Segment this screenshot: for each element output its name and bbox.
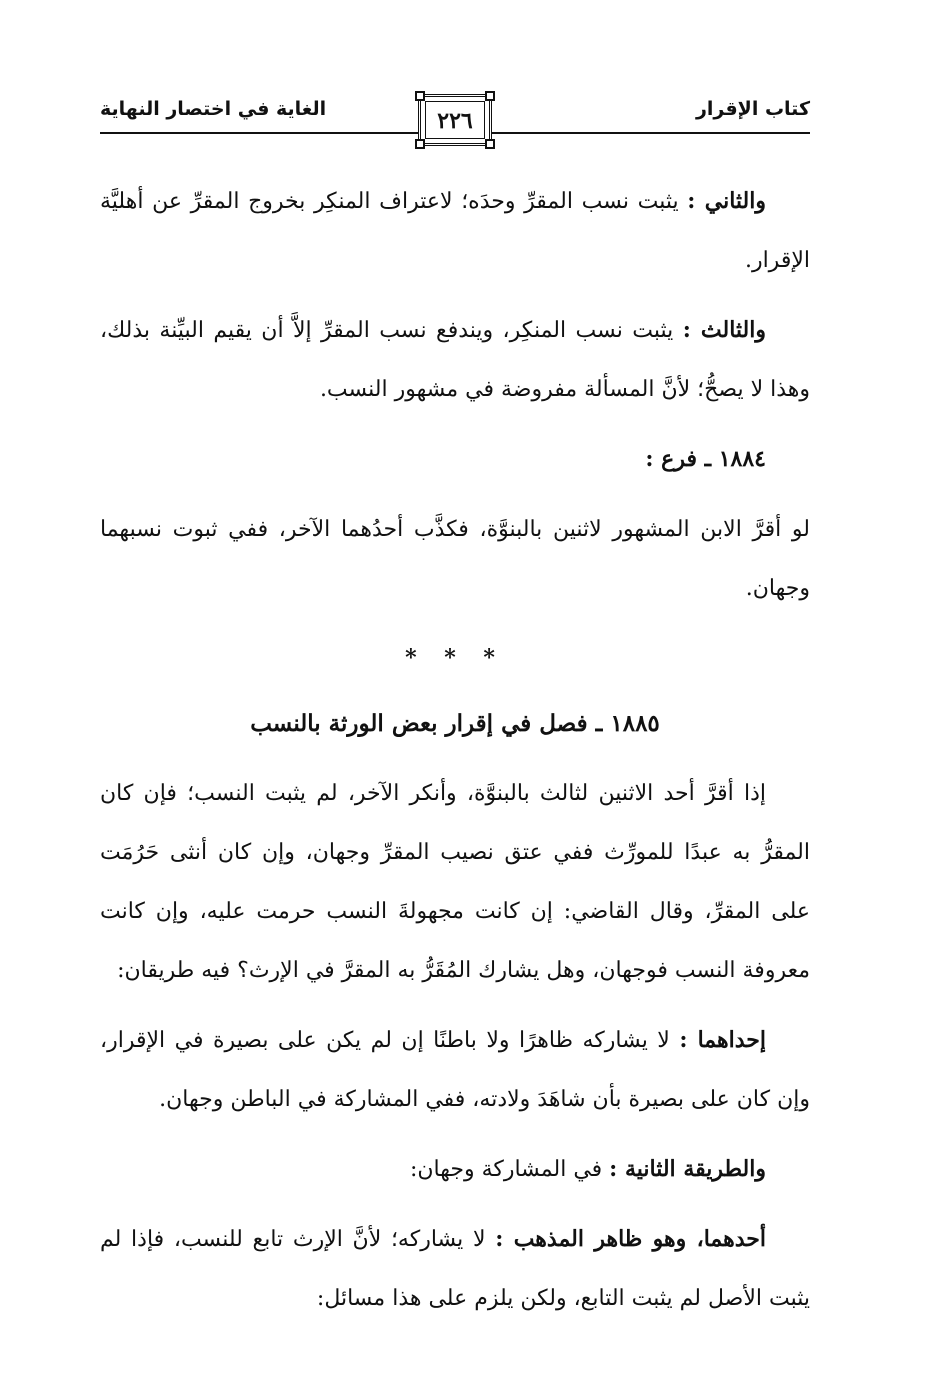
paragraph-text: في المشاركة وجهان: xyxy=(409,1157,603,1182)
running-head-chapter: كتاب الإقرار xyxy=(695,98,810,120)
paragraph-second-opinion xyxy=(100,172,810,290)
paragraph-first-method xyxy=(100,1011,810,1129)
paragraph-label: والثالث : xyxy=(682,317,766,343)
section-separator: * * * xyxy=(405,645,505,671)
paragraph-text: لا يشاركه؛ لأنَّ الإرث تابع للنسب، فإذا لم يثبت الأصل لم يثبت التابع، ولكن يلزم على هذا مسائل: xyxy=(100,1227,810,1311)
page-body xyxy=(100,172,810,1339)
paragraph-label: إحداهما : xyxy=(679,1027,766,1053)
frame-ornament xyxy=(485,139,495,149)
paragraph-first-view xyxy=(100,1210,810,1328)
paragraph-second-method xyxy=(100,1140,810,1199)
page-number: ٢٢٦ xyxy=(437,108,473,134)
paragraph-label: والثاني : xyxy=(687,188,766,214)
paragraph-text: لا يشاركه ظاهرًا ولا باطنًا إن لم يكن على بصيرة في الإقرار، وإن كان على بصيرة بأن شاهَدَ ولادته، ففي المشاركة في الباطن وجهان. xyxy=(100,1028,810,1112)
paragraph-text: يثبت نسب المقرِّ وحدَه؛ لاعتراف المنكِر بخروج المقرِّ عن أهليَّة الإقرار. xyxy=(100,189,810,273)
branch-heading: ١٨٨٤ ـ فرع : xyxy=(645,446,766,472)
paragraph-text: يثبت نسب المنكِر، ويندفع نسب المقرِّ إلاَّ أن يقيم البيِّنة بذلك، وهذا لا يصحُّ؛ لأنَّ المسألة مفروضة في مشهور النسب. xyxy=(100,318,810,402)
paragraph-label: أحدهما، وهو ظاهر المذهب : xyxy=(495,1226,766,1252)
paragraph-section-intro: إذا أقرَّ أحد الاثنين لثالث بالبنوَّة، وأنكر الآخر، لم يثبت النسب؛ فإن كان المقرُّ به عبدًا للمورِّث ففي عتق نصيب المقرِّ وجهان، وإن كان أنثى حَرُمَت على المقرِّ، وقال القاضي: إن كانت مجهولةَ النسب حرمت عليه، وإن كانت معروفة النسب فوجهان، وهل يشارك المُقَرُّ به المقرَّ في الإرث؟ فيه طريقان: xyxy=(100,781,810,983)
paragraph-branch: لو أقرَّ الابن المشهور لاثنين بالبنوَّة، فكذَّب أحدُهما الآخر، ففي ثبوت نسبهما وجهان. xyxy=(100,517,810,601)
section-title: ١٨٨٥ ـ فصل في إقرار بعض الورثة بالنسب xyxy=(250,710,660,737)
frame-ornament xyxy=(485,91,495,101)
paragraph-third-opinion xyxy=(100,301,810,419)
frame-ornament xyxy=(415,91,425,101)
running-head-book: الغاية في اختصار النهاية xyxy=(100,98,327,120)
page-number-frame xyxy=(418,94,492,146)
paragraph-label: والطريقة الثانية : xyxy=(609,1156,766,1182)
frame-ornament xyxy=(415,139,425,149)
page-header xyxy=(100,88,810,160)
